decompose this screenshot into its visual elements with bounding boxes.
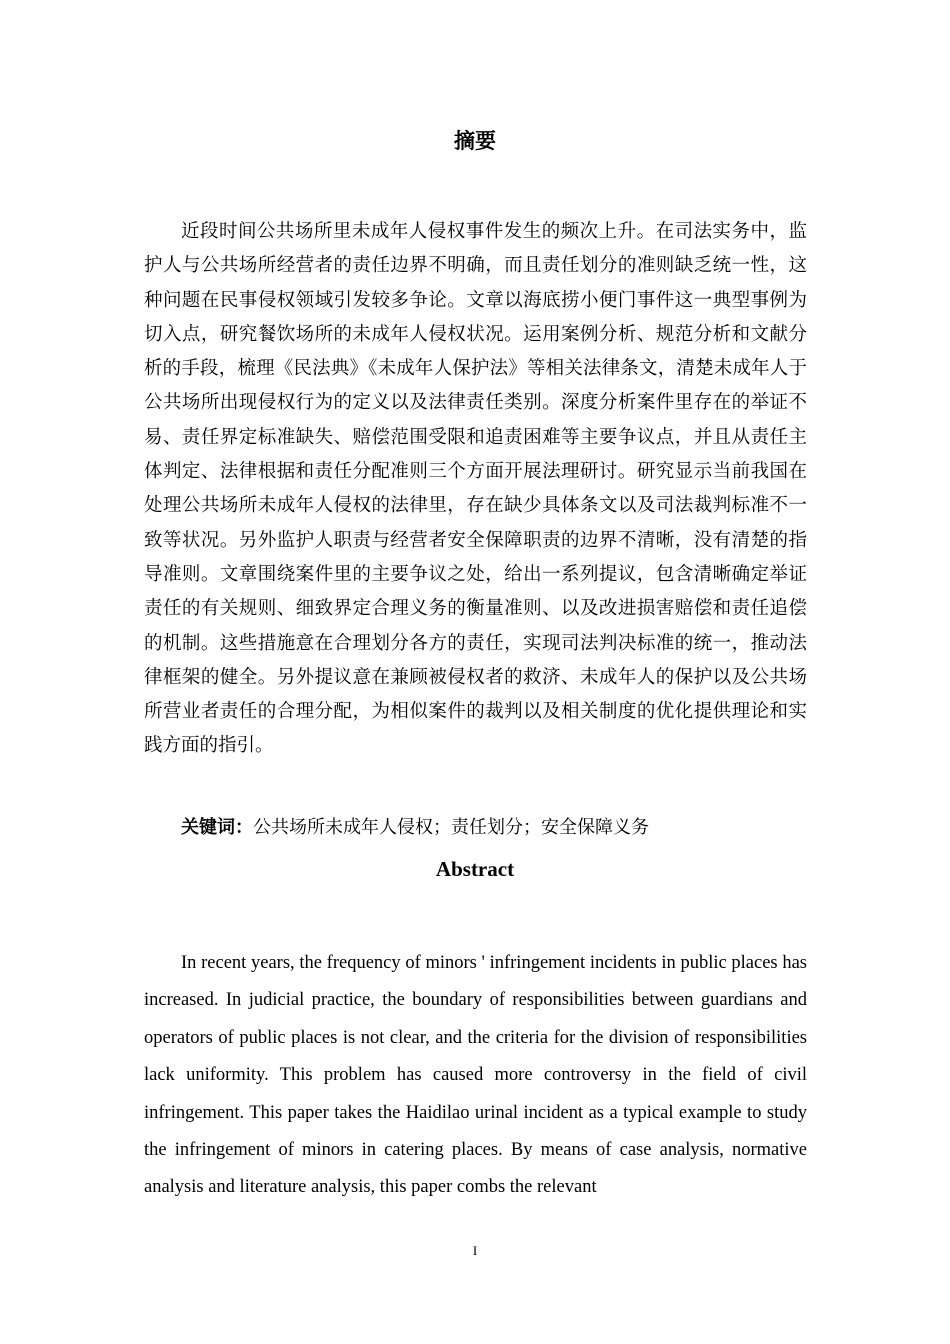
abstract-en-body: In recent years, the frequency of minors ' infringement incidents in public places has increased. In judicial practice, the boundary of responsibilities between guardians and operators of public places is not clear, and the criteria for the division of responsibilities lack uniformity. This problem has caused more controversy in the field of civil infringement. This paper takes the Haidilao urinal incident as a typical example to study the infringement of minors in catering places. By means of case analysis, normative analysis and literature analysis, this paper combs the relevant xyxy=(144,953,807,1198)
keywords-text: 公共场所未成年人侵权；责任划分；安全保障义务 xyxy=(253,817,649,838)
keywords-label: 关键词： xyxy=(181,817,253,838)
abstract-en-title: Abstract xyxy=(435,857,515,881)
abstract-cn-title: 摘要 xyxy=(454,129,496,153)
abstract-cn-body: 近段时间公共场所里未成年人侵权事件发生的频次上升。在司法实务中，监护人与公共场所经营者的责任边界不明确，而且责任划分的准则缺乏统一性，这种问题在民事侵权领域引发较多争论。文章以海底捞小便门事件这一典型事例为切入点，研究餐饮场所的未成年人侵权状况。运用案例分析、规范分析和文献分析的手段，梳理《民法典》《未成年人保护法》等相关法律条文，清楚未成年人于公共场所出现侵权行为的定义以及法律责任类别。深度分析案件里存在的举证不易、责任界定标准缺失、赔偿范围受限和追责困难等主要争议点，并且从责任主体判定、法律根据和责任分配准则三个方面开展法理研讨。研究显示当前我国在处理公共场所未成年人侵权的法律里，存在缺少具体条文以及司法裁判标准不一致等状况。另外监护人职责与经营者安全保障职责的边界不清晰，没有清楚的指导准则。文章围绕案件里的主要争议之处，给出一系列提议，包含清晰确定举证责任的有关规则、细致界定合理义务的衡量准则、以及改进损害赔偿和责任追偿的机制。这些措施意在合理划分各方的责任，实现司法判决标准的统一，推动法律框架的健全。另外提议意在兼顾被侵权者的救济、未成年人的保护以及公共场所营业者责任的合理分配，为相似案件的裁判以及相关制度的优化提供理论和实践方面的指引。 xyxy=(144,221,807,757)
page-number: I xyxy=(472,1243,478,1258)
keywords-line xyxy=(181,812,649,844)
